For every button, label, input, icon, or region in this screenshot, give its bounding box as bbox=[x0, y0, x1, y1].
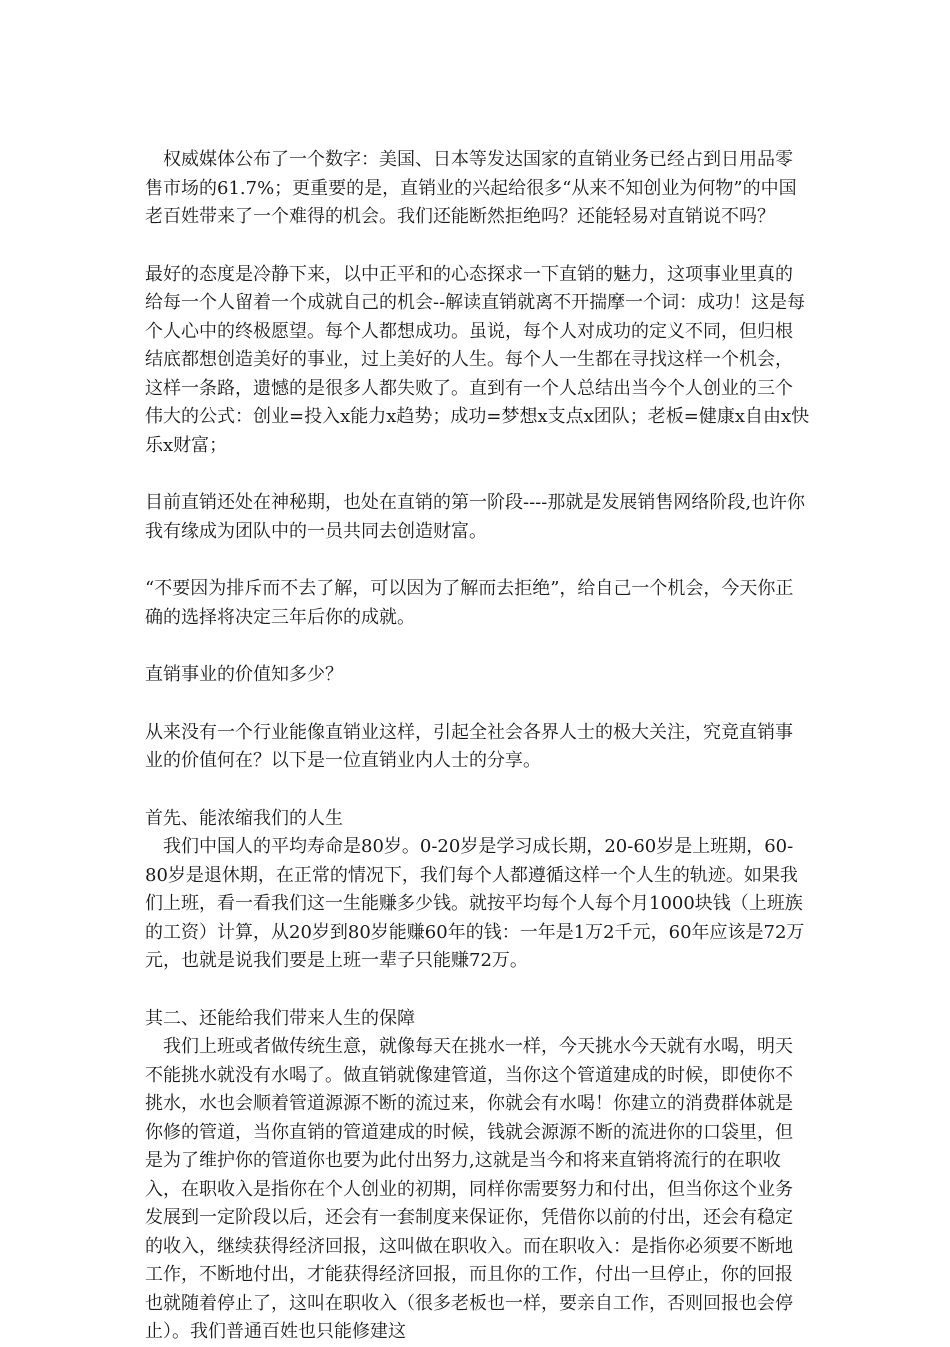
success-formula-paragraph: 最好的态度是冷静下来，以中正平和的心态探求一下直销的魅力，这项事业里真的给每一个人留着一个成就自己的机会--解读直销就离不开揣摩一个词：成功！这是每个人心中的终极愿望。每个人都想成功。虽说，每个人对成功的定义不同，但归根结底都想创造美好的事业，过上美好的人生。每个人一生都在寻找这样一个机会，这样一条路，遗憾的是很多人都失败了。直到有一个人总结出当今个人创业的三个伟大的公式：创业=投入x能力x趋势；成功=梦想x支点x团队；老板=健康x自由x快乐x财富； bbox=[145, 263, 810, 456]
value-intro-paragraph: 从来没有一个行业能像直销业这样，引起全社会各界人士的极大关注，究竟直销事业的价值何在？以下是一位直销业内人士的分享。 bbox=[145, 721, 793, 771]
section2-heading: 其二、还能给我们带来人生的保障 bbox=[145, 1007, 415, 1029]
stage-paragraph: 目前直销还处在神秘期，也处在直销的第一阶段----那就是发展销售网络阶段,也许你我有缘成为团队中的一员共同去创造财富。 bbox=[145, 492, 806, 542]
intro-paragraph: 权威媒体公布了一个数字：美国、日本等发达国家的直销业务已经占到日用品零售市场的61.7%；更重要的是，直销业的兴起给很多“从来不知创业为何物”的中国老百姓带来了一个难得的机会。我们还能断然拒绝吗？还能轻易对直销说不吗？ bbox=[145, 149, 797, 227]
value-question-heading: 直销事业的价值知多少？ bbox=[145, 664, 343, 685]
section1-body: 我们中国人的平均寿命是80岁。0-20岁是学习成长期，20-60岁是上班期，60-80岁是退休期，在正常的情况下，我们每个人都遵循这样一个人生的轨迹。如果我们上班，看一看我们这一生能赚多少钱。就按平均每个人每个月1000块钱（上班族的工资）计算，从20岁到80岁能赚60年的钱：一年是1万2千元，60年应该是72万元，也就是说我们要是上班一辈子只能赚72万。 bbox=[145, 836, 805, 971]
section2-body: 我们上班或者做传统生意，就像每天在挑水一样，今天挑水今天就有水喝，明天不能挑水就没有水喝了。做直销就像建管道，当你这个管道建成的时候，即使你不挑水，水也会顺着管道源源不断的流过来，你就会有水喝！你建立的消费群体就是你修的管道，当你直销的管道建成的时候，钱就会源源不断的流进你的口袋里，但是为了维护你的管道你也要为此付出努力,这就是当今和将来直销将流行的在职收入，在职收入是指你在个人创业的初期，同样你需要努力和付出，但当你这个业务发展到一定阶段以后，还会有一套制度来保证你，凭借你以前的付出，还会有稳定的收入，继续获得经济回报，这叫做在职收入。而在职收入：是指你必须要不断地工作，不断地付出，才能获得经济回报，而且你的工作，付出一旦停止，你的回报也就随着停止了，这叫在职收入（很多老板也一样，要亲自工作，否则回报也会停止）。我们普通百姓也只能修建这 bbox=[145, 1036, 793, 1342]
document-body bbox=[145, 146, 810, 1347]
section1-heading: 首先、能浓缩我们的人生 bbox=[145, 807, 343, 829]
quote-paragraph: “不要因为排斥而不去了解，可以因为了解而去拒绝”，给自己一个机会，今天你正确的选择将决定三年后你的成就。 bbox=[145, 578, 794, 628]
